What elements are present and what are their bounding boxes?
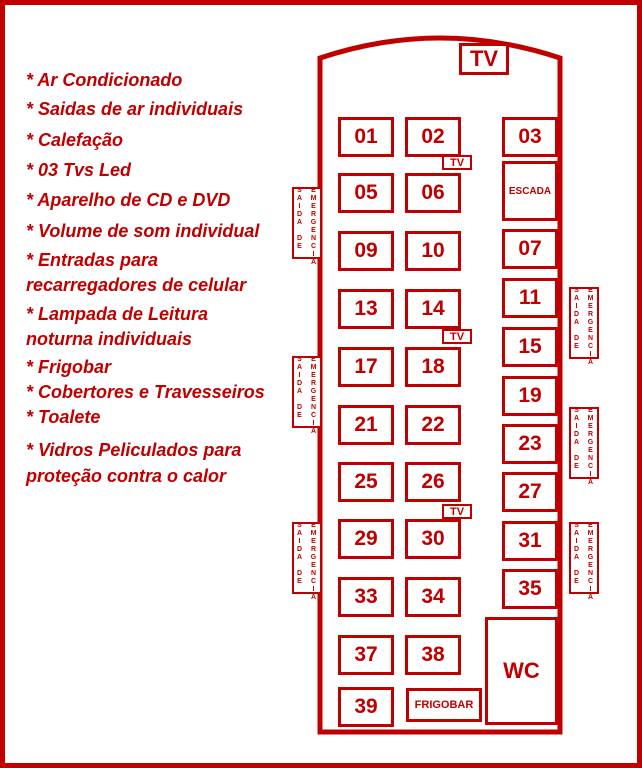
exit-letter [299, 396, 301, 403]
emergency-exit [569, 287, 599, 366]
exit-letter: S [297, 187, 302, 194]
exit-text-1 [570, 522, 583, 594]
exit-letter: M [310, 364, 317, 371]
exit-text-2 [584, 522, 597, 601]
exit-letter: A [573, 530, 580, 537]
feature-item: recarregadores de celular [26, 275, 247, 295]
feature-item: * Volume de som individual [26, 221, 260, 241]
seat[interactable]: 10 [405, 231, 461, 271]
exit-letter: A [573, 554, 580, 561]
exit-letter: E [311, 372, 316, 379]
exit-letter: E [311, 562, 316, 569]
seat[interactable]: 29 [338, 519, 394, 559]
exit-letter: E [588, 447, 593, 454]
exit-letter [576, 327, 578, 334]
exit-letter: D [573, 335, 580, 342]
exit-letter: R [587, 546, 594, 553]
exit-letter: E [588, 538, 593, 545]
feature-item: * Lampada de Leitura [26, 304, 209, 324]
exit-letter: E [574, 578, 579, 585]
exit-text-2 [307, 522, 320, 601]
exit-letter: D [296, 404, 303, 411]
exit-letter: S [297, 522, 302, 529]
exit-letter: I [589, 471, 592, 478]
exit-text-2 [307, 187, 320, 266]
exit-letter: A [296, 388, 303, 395]
exit-letter: S [574, 407, 579, 414]
exit-letter [576, 562, 578, 569]
exit-letter: C [587, 578, 594, 585]
fridge: FRIGOBAR [406, 688, 482, 722]
exit-letter: D [296, 235, 303, 242]
emergency-exit [292, 522, 322, 601]
seat[interactable]: 33 [338, 577, 394, 617]
exit-letter: D [296, 380, 303, 387]
exit-letter: E [588, 423, 593, 430]
exit-letter: I [312, 251, 315, 258]
feature-item: * Calefação [26, 130, 124, 150]
exit-letter: I [312, 420, 315, 427]
exit-letter: G [587, 439, 594, 446]
exit-letter: A [587, 594, 594, 601]
exit-letter: I [589, 351, 592, 358]
wc: WC [485, 617, 558, 725]
exit-letter: I [575, 423, 578, 430]
exit-letter: A [573, 439, 580, 446]
feature-item: * Saidas de ar individuais [26, 99, 244, 119]
feature-item: * Entradas para [26, 250, 159, 270]
seat[interactable]: 19 [502, 376, 558, 416]
seat[interactable]: 35 [502, 569, 558, 609]
exit-letter: E [311, 538, 316, 545]
exit-letter: A [587, 359, 594, 366]
feature-item: * Toalete [26, 407, 101, 427]
seat[interactable]: 25 [338, 462, 394, 502]
emergency-exit [569, 522, 599, 601]
exit-letter: S [574, 522, 579, 529]
feature-item: * Vidros Peliculados para [26, 440, 242, 460]
seat[interactable]: 06 [405, 173, 461, 213]
exit-letter: R [310, 380, 317, 387]
exit-letter: D [573, 570, 580, 577]
exit-letter: E [297, 243, 302, 250]
exit-letter: E [574, 463, 579, 470]
seat[interactable]: 05 [338, 173, 394, 213]
exit-letter: I [312, 586, 315, 593]
exit-text-1 [570, 407, 583, 479]
seat[interactable]: 23 [502, 424, 558, 464]
seat[interactable]: 30 [405, 519, 461, 559]
exit-letter: E [311, 356, 316, 363]
exit-letter [299, 562, 301, 569]
seat[interactable]: 37 [338, 635, 394, 675]
feature-item: * Cobertores e Travesseiros [26, 382, 265, 402]
emergency-exit [292, 187, 322, 266]
exit-letter: S [574, 287, 579, 294]
exit-letter: G [310, 219, 317, 226]
exit-letter: N [587, 335, 594, 342]
feature-item: * Aparelho de CD e DVD [26, 190, 231, 210]
exit-letter: E [297, 412, 302, 419]
exit-letter: D [573, 431, 580, 438]
exit-letter: M [587, 295, 594, 302]
exit-letter: C [587, 343, 594, 350]
exit-letter: G [310, 554, 317, 561]
exit-letter: I [575, 538, 578, 545]
exit-letter: C [310, 243, 317, 250]
main-tv: TV [459, 43, 509, 75]
seat[interactable]: 18 [405, 347, 461, 387]
exit-letter: E [588, 303, 593, 310]
exit-letter: E [588, 407, 593, 414]
exit-letter: I [298, 203, 301, 210]
seat[interactable]: 02 [405, 117, 461, 157]
exit-letter: E [588, 562, 593, 569]
exit-letter: I [298, 538, 301, 545]
seat[interactable]: 38 [405, 635, 461, 675]
exit-letter: D [296, 570, 303, 577]
seat[interactable]: 17 [338, 347, 394, 387]
exit-letter: N [310, 570, 317, 577]
exit-letter: A [573, 295, 580, 302]
exit-letter: D [296, 546, 303, 553]
exit-letter: D [573, 546, 580, 553]
exit-letter: C [587, 463, 594, 470]
exit-text-2 [307, 356, 320, 435]
tv-mini: TV [442, 155, 472, 170]
exit-letter: A [587, 479, 594, 486]
seat[interactable]: 34 [405, 577, 461, 617]
exit-letter: R [310, 546, 317, 553]
stairs: ESCADA [502, 161, 558, 221]
exit-letter: M [587, 415, 594, 422]
exit-letter: A [296, 554, 303, 561]
seat[interactable]: 15 [502, 327, 558, 367]
seat[interactable]: 31 [502, 521, 558, 561]
exit-letter: I [589, 586, 592, 593]
exit-letter: A [573, 319, 580, 326]
feature-item: noturna individuais [26, 329, 193, 349]
exit-letter: D [573, 311, 580, 318]
exit-letter: A [310, 259, 317, 266]
exit-letter: I [575, 303, 578, 310]
exit-letter: E [297, 578, 302, 585]
tv-mini: TV [442, 329, 472, 344]
exit-letter: A [310, 594, 317, 601]
exit-letter: E [588, 522, 593, 529]
exit-letter: R [587, 311, 594, 318]
exit-letter: E [311, 396, 316, 403]
seat[interactable]: 27 [502, 472, 558, 512]
exit-letter: D [296, 211, 303, 218]
seat[interactable]: 13 [338, 289, 394, 329]
seat[interactable]: 01 [338, 117, 394, 157]
exit-text-1 [570, 287, 583, 359]
exit-letter: I [298, 372, 301, 379]
exit-letter [299, 227, 301, 234]
exit-letter: E [588, 287, 593, 294]
feature-item: * Frigobar [26, 357, 112, 377]
seat[interactable]: 03 [502, 117, 558, 157]
exit-letter: N [310, 235, 317, 242]
seat[interactable]: 09 [338, 231, 394, 271]
exit-letter: A [296, 530, 303, 537]
seat[interactable]: 21 [338, 405, 394, 445]
exit-letter: N [587, 455, 594, 462]
emergency-exit [569, 407, 599, 486]
tv-mini: TV [442, 504, 472, 519]
exit-letter: C [310, 578, 317, 585]
exit-letter: M [587, 530, 594, 537]
exit-letter: A [296, 364, 303, 371]
feature-item: * Ar Condicionado [26, 70, 183, 90]
exit-letter: E [574, 343, 579, 350]
exit-letter: A [310, 428, 317, 435]
exit-letter: A [296, 195, 303, 202]
seat[interactable]: 14 [405, 289, 461, 329]
exit-letter: E [311, 227, 316, 234]
exit-text-1 [293, 356, 306, 428]
exit-letter: A [296, 219, 303, 226]
emergency-exit [292, 356, 322, 435]
exit-letter [576, 447, 578, 454]
exit-letter: N [310, 404, 317, 411]
seat[interactable]: 22 [405, 405, 461, 445]
exit-text-2 [584, 287, 597, 366]
feature-item: * 03 Tvs Led [26, 160, 132, 180]
exit-letter: M [310, 530, 317, 537]
exit-letter: R [310, 211, 317, 218]
feature-item: proteção contra o calor [26, 466, 227, 486]
exit-letter: E [311, 522, 316, 529]
exit-letter: S [297, 356, 302, 363]
exit-text-1 [293, 187, 306, 259]
exit-letter: G [310, 388, 317, 395]
exit-letter: E [588, 327, 593, 334]
exit-letter: N [587, 570, 594, 577]
exit-letter: M [310, 195, 317, 202]
exit-letter: R [587, 431, 594, 438]
exit-letter: G [587, 554, 594, 561]
exit-letter: G [587, 319, 594, 326]
seat[interactable]: 26 [405, 462, 461, 502]
seat[interactable]: 39 [338, 687, 394, 727]
exit-letter: E [311, 187, 316, 194]
exit-text-1 [293, 522, 306, 594]
exit-letter: D [573, 455, 580, 462]
seat[interactable]: 07 [502, 229, 558, 269]
exit-letter: A [573, 415, 580, 422]
exit-text-2 [584, 407, 597, 486]
seat[interactable]: 11 [502, 278, 558, 318]
exit-letter: C [310, 412, 317, 419]
exit-letter: E [311, 203, 316, 210]
